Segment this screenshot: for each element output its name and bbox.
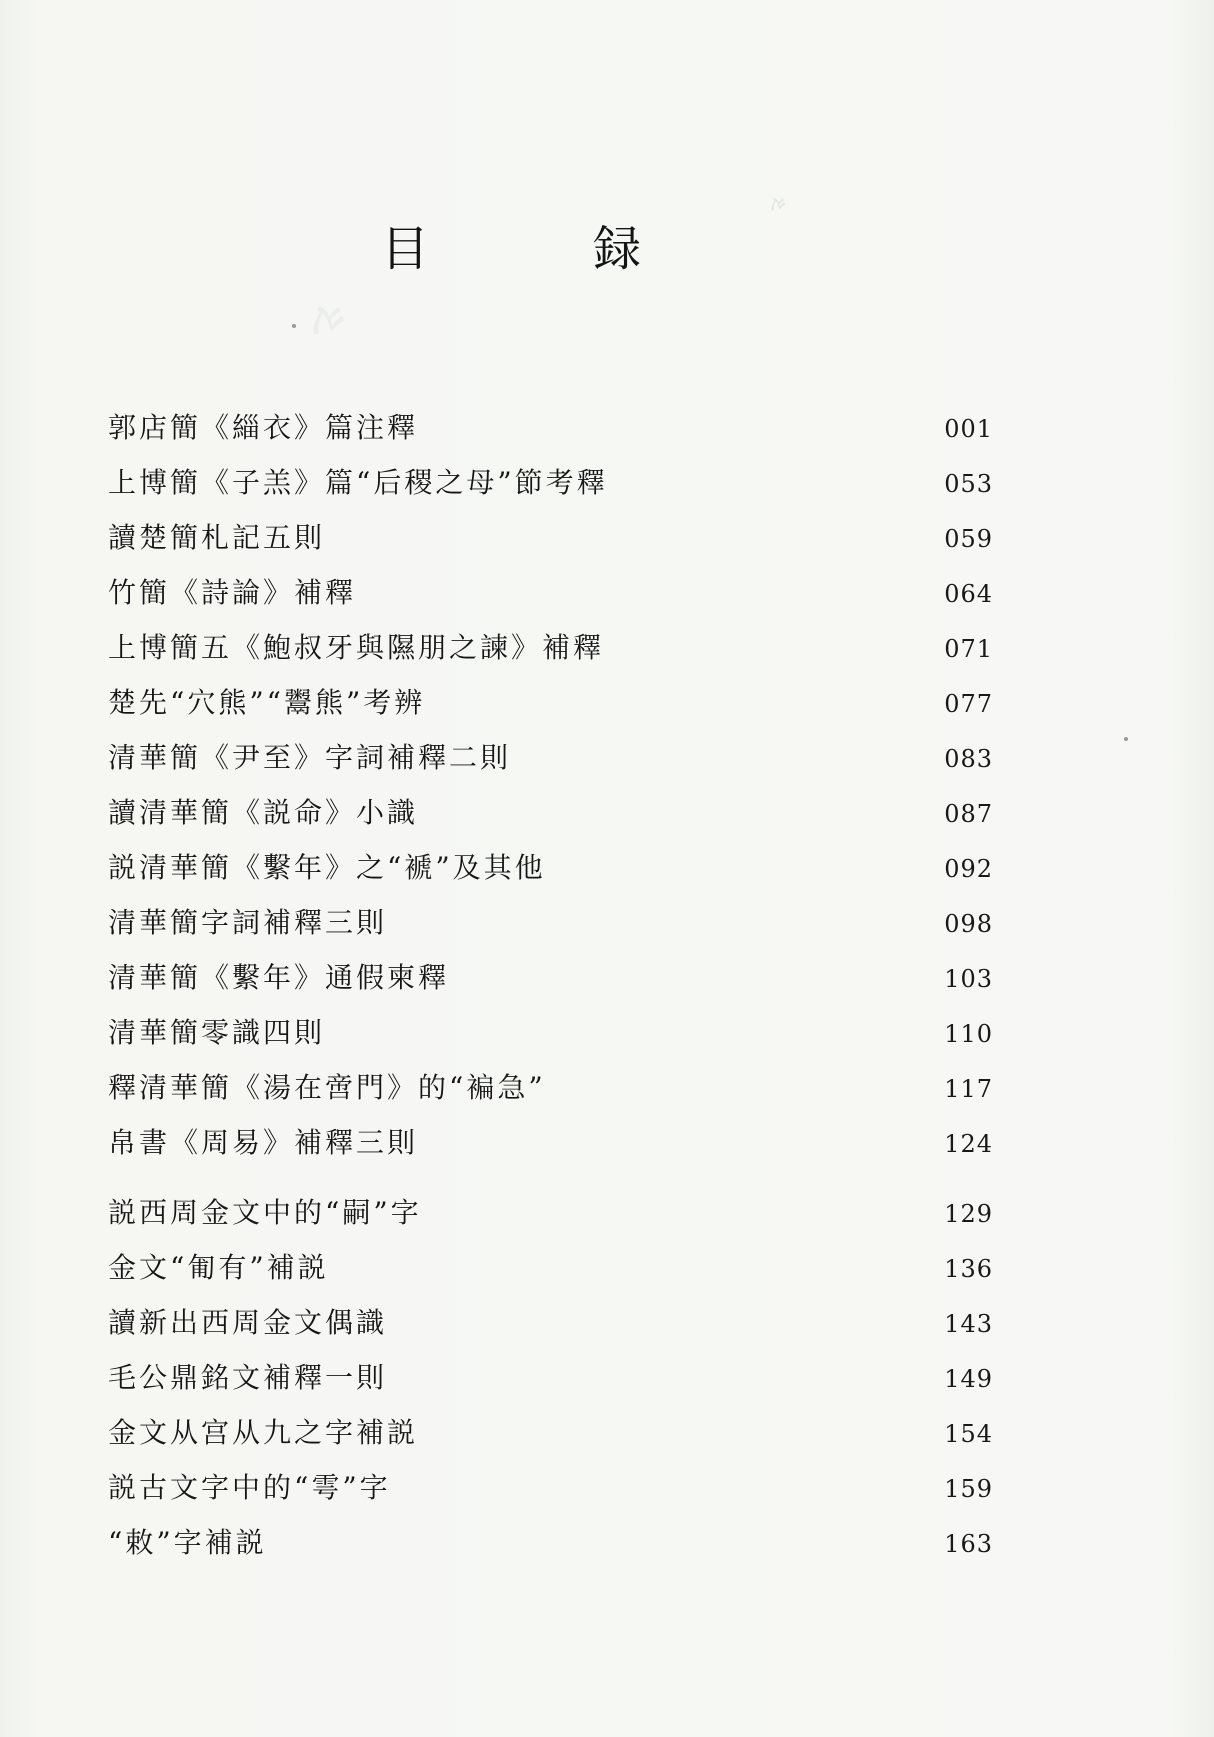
- toc-entry-page: 149: [944, 1365, 993, 1393]
- toc-entry-title: 清華簡字詞補釋三則: [108, 906, 388, 939]
- bleed-through-text: ࠀ: [770, 194, 787, 215]
- toc-entry-page: 159: [944, 1475, 993, 1503]
- toc-entry-page: 117: [944, 1075, 993, 1103]
- toc-entry-title: 説西周金文中的“嗣”字: [108, 1196, 422, 1229]
- toc-entry[interactable]: [108, 620, 993, 675]
- toc-entry[interactable]: [108, 565, 993, 620]
- toc-entry-page: 001: [944, 415, 993, 443]
- toc-entry[interactable]: [108, 1460, 993, 1515]
- toc-entry-title: “敕”字補説: [108, 1526, 267, 1559]
- table-of-contents: [108, 400, 993, 1570]
- toc-entry-page: 103: [944, 965, 993, 993]
- toc-entry-page: 124: [944, 1130, 993, 1158]
- toc-entry-title: 清華簡零識四則: [108, 1016, 326, 1049]
- toc-entry-page: 143: [944, 1310, 993, 1338]
- toc-entry-page: 071: [944, 635, 993, 663]
- toc-entry[interactable]: [108, 1350, 993, 1405]
- toc-entry-title: 帛書《周易》補釋三則: [108, 1126, 419, 1159]
- toc-entry[interactable]: [108, 1295, 993, 1350]
- toc-entry-title: 上博簡《子羔》篇“后稷之母”節考釋: [108, 466, 608, 499]
- toc-entry-page: 064: [944, 580, 993, 608]
- toc-entry-page: 154: [944, 1420, 993, 1448]
- toc-entry-title: 毛公鼎銘文補釋一則: [108, 1361, 388, 1394]
- toc-entry-page: 163: [944, 1530, 993, 1558]
- paper-speck: [1124, 737, 1128, 741]
- toc-entry-title: 金文从宫从九之字補説: [108, 1416, 419, 1449]
- toc-entry-title: 竹簡《詩論》補釋: [108, 576, 357, 609]
- toc-entry-title: 説清華簡《繫年》之“褫”及其他: [108, 851, 546, 884]
- toc-entry-page: 098: [944, 910, 993, 938]
- toc-entry-title: 郭店簡《緇衣》篇注釋: [108, 411, 419, 444]
- toc-entry[interactable]: [108, 785, 993, 840]
- toc-entry[interactable]: [108, 1005, 993, 1060]
- toc-entry[interactable]: [108, 455, 993, 510]
- toc-entry[interactable]: [108, 400, 993, 455]
- toc-entry[interactable]: [108, 895, 993, 950]
- toc-entry-title: 讀清華簡《説命》小識: [108, 796, 419, 829]
- toc-entry[interactable]: [108, 1405, 993, 1460]
- toc-entry[interactable]: [108, 1185, 993, 1240]
- toc-entry-page: 087: [944, 800, 993, 828]
- toc-entry-title: 釋清華簡《湯在啻門》的“褊急”: [108, 1071, 546, 1104]
- toc-entry-page: 129: [944, 1200, 993, 1228]
- toc-entry-page: 053: [944, 470, 993, 498]
- toc-entry-page: 059: [944, 525, 993, 553]
- paper-speck: [292, 324, 296, 328]
- toc-entry[interactable]: [108, 1060, 993, 1115]
- toc-entry[interactable]: [108, 950, 993, 1005]
- bleed-through-text: ࠀ: [310, 297, 348, 343]
- toc-entry[interactable]: [108, 1240, 993, 1295]
- toc-entry-page: 136: [944, 1255, 993, 1283]
- toc-entry-title: 楚先“穴熊”“鬻熊”考辨: [108, 686, 426, 719]
- toc-entry[interactable]: [108, 510, 993, 565]
- toc-entry[interactable]: [108, 675, 993, 730]
- toc-entry-title: 上博簡五《鮑叔牙與隰朋之諫》補釋: [108, 631, 605, 664]
- toc-entry-title: 清華簡《尹至》字詞補釋二則: [108, 741, 512, 774]
- toc-entry-page: 110: [944, 1020, 993, 1048]
- toc-entry-title: 金文“匍有”補説: [108, 1251, 329, 1284]
- toc-entry-page: 077: [944, 690, 993, 718]
- toc-entry-page: 083: [944, 745, 993, 773]
- toc-entry-page: 092: [944, 855, 993, 883]
- toc-entry[interactable]: [108, 1115, 993, 1170]
- toc-entry[interactable]: [108, 840, 993, 895]
- toc-entry[interactable]: [108, 1515, 993, 1570]
- toc-entry[interactable]: [108, 730, 993, 785]
- toc-entry-title: 説古文字中的“雩”字: [108, 1471, 391, 1504]
- toc-entry-title: 清華簡《繫年》通假柬釋: [108, 961, 450, 994]
- toc-entry-title: 讀新出西周金文偶識: [108, 1306, 388, 1339]
- toc-entry-title: 讀楚簡札記五則: [108, 521, 326, 554]
- page-title: 目 録: [380, 221, 699, 277]
